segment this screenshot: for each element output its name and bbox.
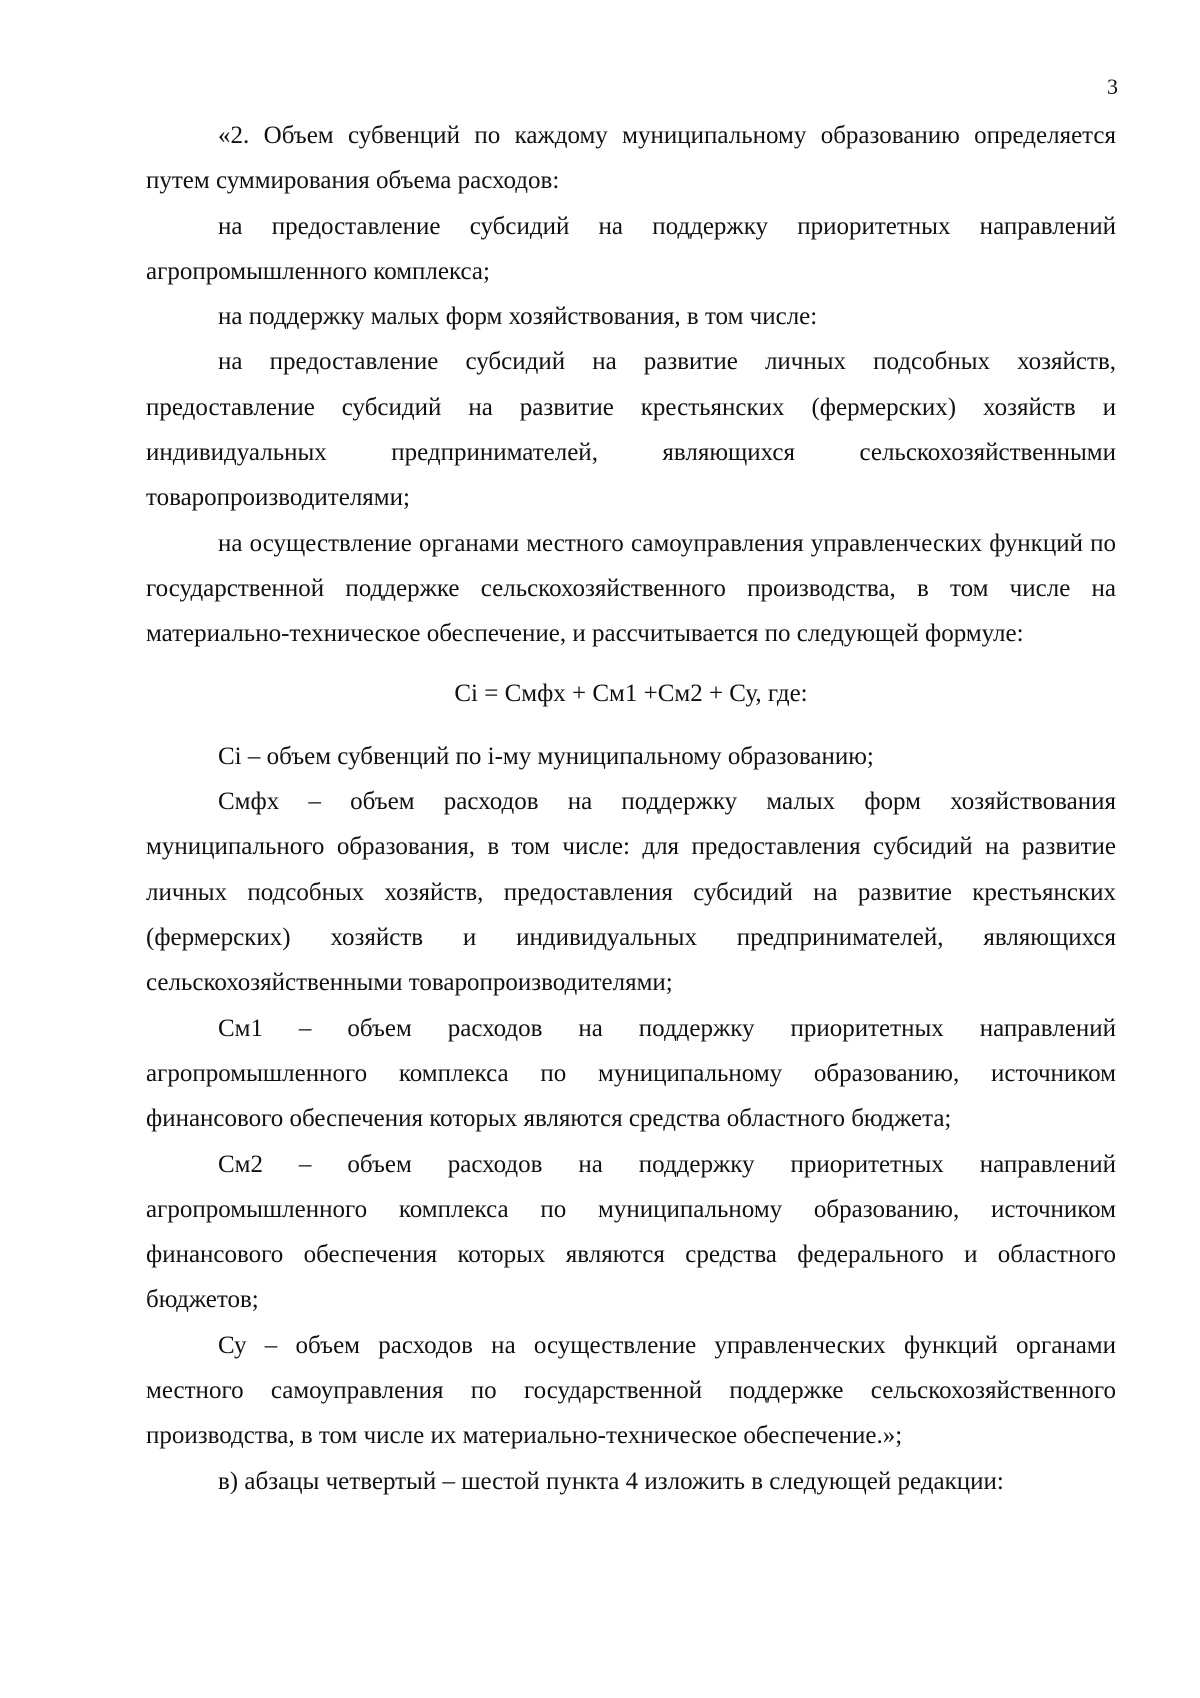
- paragraph-amendment-item-v: в) абзацы четвертый – шестой пункта 4 изложить в следующей редакции:: [218, 1467, 1004, 1495]
- document-body: [146, 113, 1116, 1504]
- page-number: 3: [1107, 74, 1118, 99]
- paragraph-personal-farms: на предоставление субсидий на развитие личных подсобных хозяйств, предоставление субсидий на развитие крестьянских (фермерских) хозяйств и индивидуальных предпринимателей, являющихся сельскохозяйственными товаропроизводителями;: [146, 348, 1116, 512]
- definition-ci: Сi – объем субвенций по i-му муниципальному образованию;: [218, 742, 874, 770]
- definition-sm2: См2 – объем расходов на поддержку приоритетных направлений агропромышленного комплекса по муниципальному образованию, источником финансового обеспечения которых являются средства федерального и областного бюджетов;: [146, 1150, 1116, 1314]
- definition-su: Су – объем расходов на осуществление управленческих функций органами местного самоуправления по государственной поддержке сельскохозяйственного производства, в том числе их материально-техническое обеспечение.»;: [146, 1331, 1116, 1450]
- definition-smfh: Смфх – объем расходов на поддержку малых форм хозяйствования муниципального образования, в том числе: для предоставления субсидий на развитие личных подсобных хозяйств, предоставления субсидий на развитие крестьянских (фермерских) хозяйств и индивидуальных предпринимателей, являющихся сельскохозяйственными товаропроизводителями;: [146, 788, 1116, 997]
- formula: Сi = Смфх + См1 +См2 + Су, где:: [454, 679, 808, 707]
- definition-sm1: См1 – объем расходов на поддержку приоритетных направлений агропромышленного комплекса по муниципальному образованию, источником финансового обеспечения которых являются средства областного бюджета;: [146, 1014, 1116, 1133]
- paragraph-priority-directions: на предоставление субсидий на поддержку приоритетных направлений агропромышленного комплекса;: [146, 212, 1116, 285]
- paragraph-small-forms: на поддержку малых форм хозяйствования, в том числе:: [218, 303, 818, 331]
- paragraph-subvention-volume: «2. Объем субвенций по каждому муниципальному образованию определяется путем суммирования объема расходов:: [146, 122, 1116, 195]
- paragraph-management-functions: на осуществление органами местного самоуправления управленческих функций по государственной поддержке сельскохозяйственного производства, в том числе на материально-техническое обеспечение, и рассчитывается по следующей формуле:: [146, 529, 1116, 648]
